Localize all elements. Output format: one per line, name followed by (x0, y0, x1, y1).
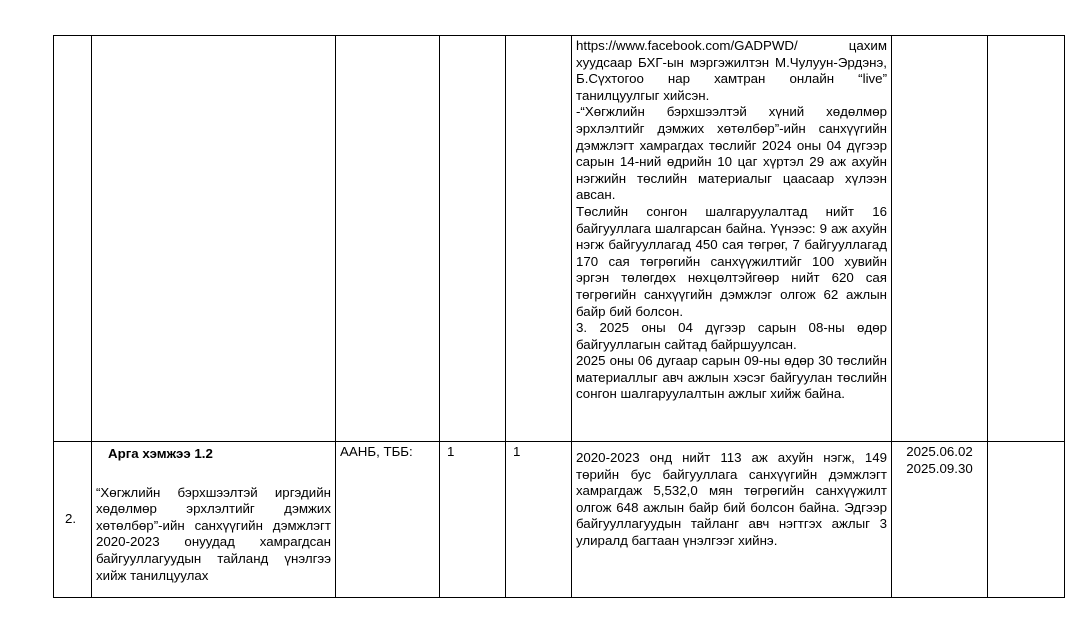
report-table (53, 35, 1065, 598)
row1-result-paragraph: 3. 2025 оны 04 дүгээр сарын 08-ны өдөр байгууллагын сайтад байршуулсан. (576, 320, 887, 352)
row1-result-paragraph: https://www.facebook.com/GADPWD/ цахим хуудсаар БХГ-ын мэргэжилтэн М.Чулуун-Эрдэнэ, Б.Сүхтогоо нар хамтран онлайн “live” танилцуулгыг хийсэн. (576, 38, 887, 103)
table-row (54, 442, 1065, 598)
col4-cell (440, 442, 506, 598)
measure-text: “Хөгжлийн бэрхшээлтэй иргэдийн хөдөлмөр эрхлэлтийг дэмжих хөтөлбөр”-ийн санхүүгийн дэмжлэгт 2020-2023 онуудад хамрагдсан байгууллагуудын тайланд үнэлгээ хийж танилцуулах (96, 484, 331, 583)
spacer (96, 463, 331, 485)
measure-title: Арга хэмжээ 1.2 (108, 446, 213, 461)
row1-result-paragraph: 2025 оны 06 дугаар сарын 09-ны өдөр 30 төслийн материаллыг авч ажлын хэсэг байгуулан төслийн сонгон шалгаруулалтын ажлыг хийж байна. (576, 353, 887, 402)
result-cell (572, 442, 892, 598)
date-start: 2025.06.02 (906, 444, 973, 459)
responsible-text: ААНБ, ТББ: (340, 444, 413, 459)
date-cell (892, 442, 988, 598)
measure-cell (92, 442, 336, 598)
note-cell (988, 442, 1065, 598)
row1-date-cell (892, 36, 988, 442)
col5-cell (506, 442, 572, 598)
row1-col4-cell (440, 36, 506, 442)
col4-value: 1 (447, 444, 455, 459)
table-row (54, 36, 1065, 442)
result-text: 2020-2023 онд нийт 113 аж ахуйн нэгж, 149 төрийн бус байгууллага санхүүгийн дэмжлэгт хамрагдаж 5,532,0 мян төгрөгийн санхүүжилт олгож 648 ажлын байр бий болсон байна. Эдгээр байгууллагуудын тайланг авч нэгтгэх ажлыг 3 улиралд багтаан үнэлгээг хийнэ. (576, 450, 887, 548)
row1-col5-cell (506, 36, 572, 442)
row1-measure-cell (92, 36, 336, 442)
date-end: 2025.09.30 (906, 460, 973, 476)
row1-result-paragraph: Төслийн сонгон шалгаруулалтад нийт 16 байгууллага шалгарсан байна. Үүнээс: 9 аж ахуйн нэгж байгууллагад 450 сая төгрөг, 7 байгууллагад 170 сая төгрөгийн санхүүжилтийг 100 хувийн эргэн төлөгдөх нөхцөлтэйгөөр нийт 620 сая төгрөгийн санхүүгийн дэмжлэг олгож 62 ажлын байр бий болсон. (576, 203, 887, 319)
row1-number-cell (54, 36, 92, 442)
row1-responsible-cell (336, 36, 440, 442)
row1-result-paragraph: -“Хөгжлийн бэрхшээлтэй хүний хөдөлмөр эрхлэлтийг дэмжих хөтөлбөр”-ийн санхүүгийн дэмжлэгт хамрагдах төслийг 2024 оны 04 дүгээр сарын 14-ний өдрийн 10 цаг хүртэл 29 аж ахуйн нэгжийн төслийн материалыг цаасаар хүлээн авсан. (576, 104, 887, 203)
row-number: 2. (54, 442, 92, 598)
col5-value: 1 (513, 444, 521, 459)
responsible-cell (336, 442, 440, 598)
row1-note-cell (988, 36, 1065, 442)
row1-result-cell (572, 36, 892, 442)
